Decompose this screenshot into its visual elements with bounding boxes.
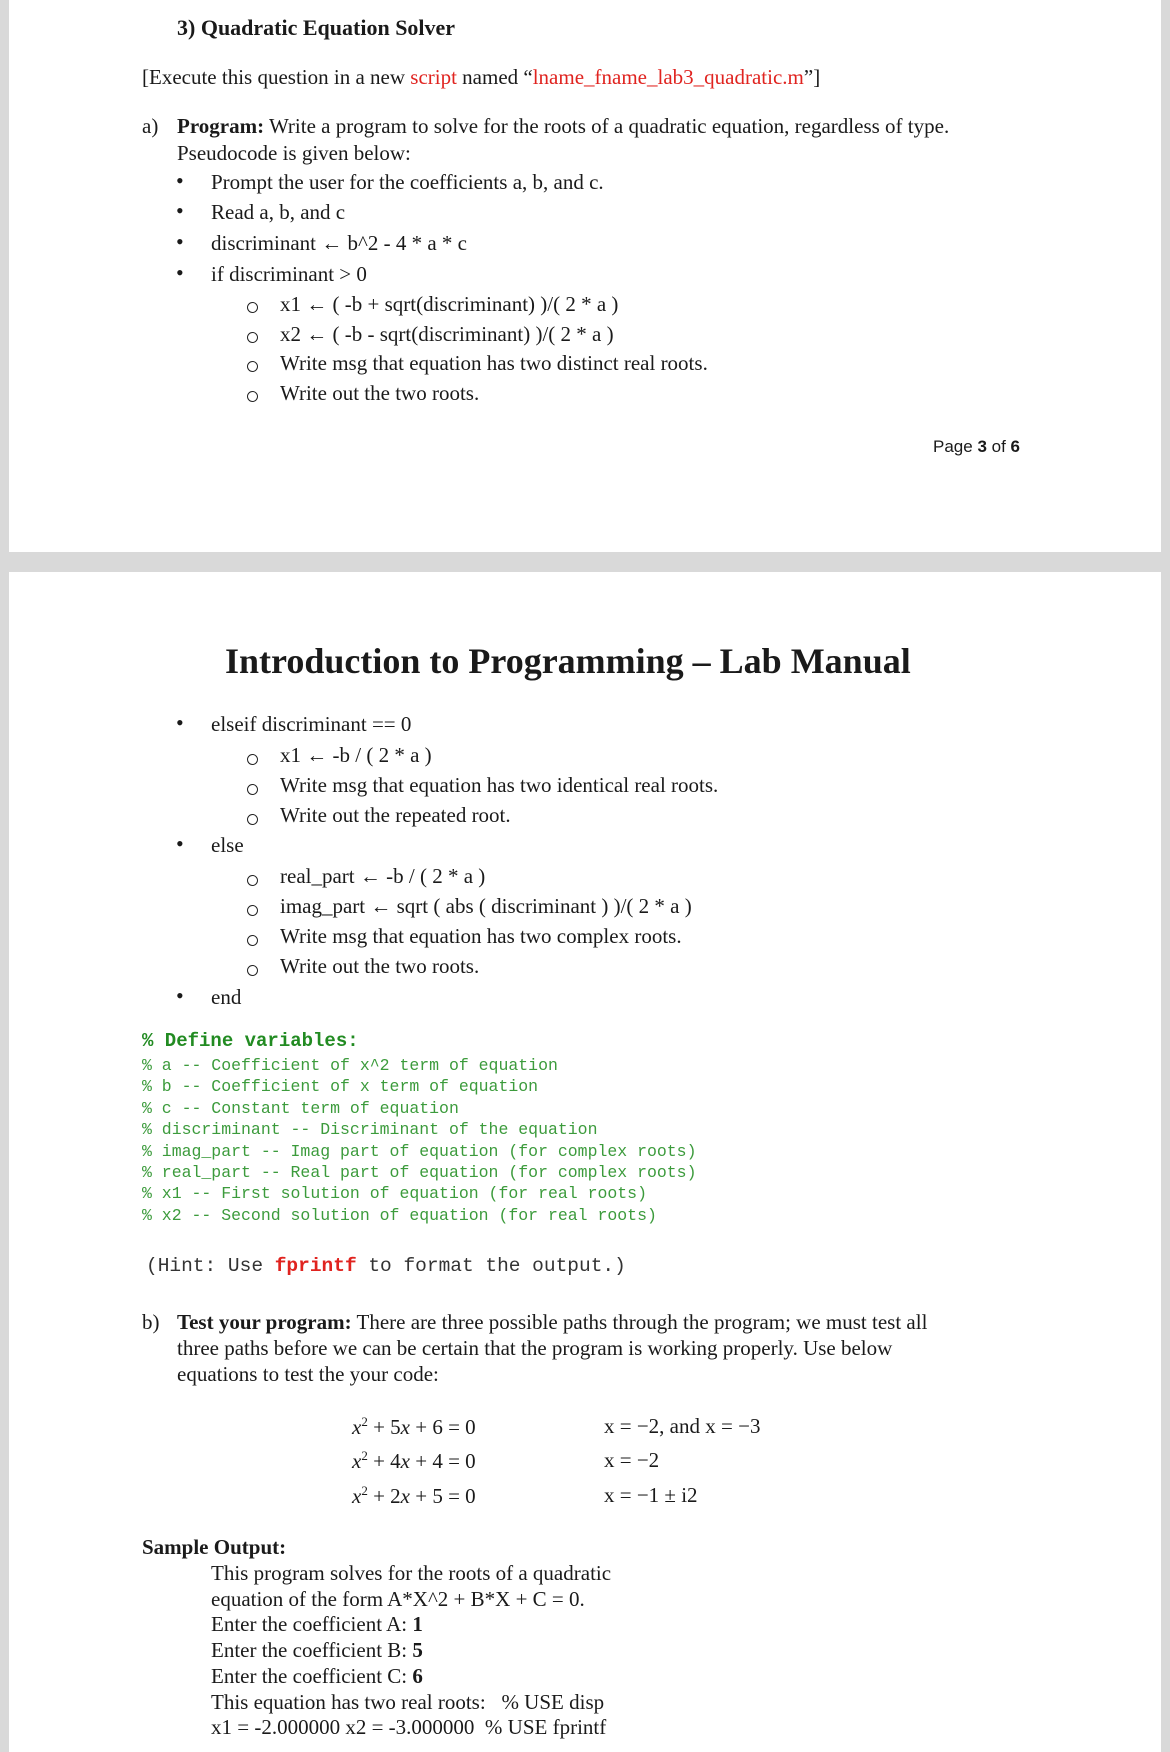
document-page-3 [9,0,1161,552]
sample-output-heading: Sample Output: [142,1535,287,1559]
pseudo-line: Read a, b, and c [211,200,346,224]
part-b-statement-cont: equations to test the your code: [177,1362,439,1386]
part-b-label: b) [142,1310,160,1334]
pseudo-line: else [211,833,244,857]
part-b-statement: Test your program: There are three possible paths through the program; we must test all [177,1310,928,1334]
page-number: Page 3 of 6 [933,437,1020,456]
pseudo-line: end [211,985,242,1009]
circle-bullet-icon [247,361,258,372]
circle-bullet-icon [247,875,258,886]
test-equation: $x^2 + 4x + 4 = 0$ [352,1448,476,1473]
script-filename: lname_fname_lab3_quadratic.m [532,65,804,89]
document-page-4 [9,572,1161,1752]
pseudo-subline: x1 ← -b / ( 2 * a ) [280,743,432,767]
sample-output-line: Enter the coefficient B: 5 [211,1638,423,1662]
test-equation: $x^2 + 2x + 5 = 0$ [352,1483,476,1508]
pseudo-subline: Write out the two roots. [280,381,480,405]
sample-output-line: Enter the coefficient C: 6 [211,1664,423,1688]
pseudo-subline: x2 ← ( -b - sqrt(discriminant) )/( 2 * a ) [280,322,614,346]
sample-output-line: This equation has two real roots: % USE disp [211,1690,605,1714]
circle-bullet-icon [247,302,258,313]
code-comment: % imag_part -- Imag part of equation (for complex roots) [142,1142,697,1161]
bullet-icon: • [176,229,184,254]
circle-bullet-icon [247,965,258,976]
test-solution: x = −1 ± i2 [604,1483,698,1507]
pseudo-subline: imag_part ← sqrt ( abs ( discriminant ) )/( 2 * a ) [280,894,692,918]
manual-header-title: Introduction to Programming – Lab Manual [225,641,911,681]
code-comment: % x1 -- First solution of equation (for real roots) [142,1184,647,1203]
part-a-statement-cont: Pseudocode is given below: [177,141,411,165]
code-comment: % discriminant -- Discriminant of the equation [142,1120,598,1139]
code-comment: % a -- Coefficient of x^2 term of equation [142,1056,558,1075]
part-a-label: a) [142,114,159,138]
pseudo-subline: Write msg that equation has two identical real roots. [280,773,719,797]
circle-bullet-icon [247,332,258,343]
bullet-icon: • [176,710,184,735]
sample-output-line: x1 = -2.000000 x2 = -3.000000 % USE fprintf [211,1715,607,1739]
circle-bullet-icon [247,814,258,825]
section-title: 3) Quadratic Equation Solver [177,15,456,40]
test-solution: x = −2 [604,1448,660,1472]
pseudo-subline: x1 ← ( -b + sqrt(discriminant) )/( 2 * a ) [280,292,619,316]
sample-output-line: This program solves for the roots of a quadratic [211,1561,612,1585]
circle-bullet-icon [247,935,258,946]
code-comment: % c -- Constant term of equation [142,1099,459,1118]
circle-bullet-icon [247,905,258,916]
bullet-icon: • [176,168,184,193]
pseudo-subline: Write out the two roots. [280,954,480,978]
script-keyword: script [410,65,457,89]
fprintf-keyword: fprintf [274,1255,357,1277]
define-variables-heading: % Define variables: [142,1030,359,1052]
bullet-icon: • [176,198,184,223]
pseudo-subline: Write msg that equation has two distinct real roots. [280,351,708,375]
circle-bullet-icon [247,784,258,795]
part-a-statement: Program: Write a program to solve for the roots of a quadratic equation, regardless of type. [177,114,950,138]
bullet-icon: • [176,831,184,856]
code-comment: % real_part -- Real part of equation (for complex roots) [142,1163,697,1182]
circle-bullet-icon [247,754,258,765]
pseudo-subline: real_part ← -b / ( 2 * a ) [280,864,486,888]
test-solution: x = −2, and x = −3 [604,1414,761,1438]
pseudo-line: discriminant ← b^2 - 4 * a * c [211,231,467,255]
bullet-icon: • [176,983,184,1008]
circle-bullet-icon [247,391,258,402]
sample-output-line: Enter the coefficient A: 1 [211,1612,423,1636]
pseudo-subline: Write msg that equation has two complex roots. [280,924,682,948]
code-comment: % x2 -- Second solution of equation (for real roots) [142,1206,657,1225]
pseudo-line: elseif discriminant == 0 [211,712,412,736]
pseudo-line: if discriminant > 0 [211,262,367,286]
bullet-icon: • [176,260,184,285]
code-comment: % b -- Coefficient of x term of equation [142,1077,539,1096]
pseudo-line: Prompt the user for the coefficients a, b, and c. [211,170,604,194]
pseudo-subline: Write out the repeated root. [280,803,511,827]
test-equation: $x^2 + 5x + 6 = 0$ [352,1414,476,1439]
hint-text: (Hint: Use fprintf to format the output.) [146,1255,626,1277]
part-b-statement-cont: three paths before we can be certain that the program is working properly. Use below [177,1336,893,1360]
sample-output-line: equation of the form A*X^2 + B*X + C = 0. [211,1587,585,1611]
execute-instruction: [Execute this question in a new script named “lname_fname_lab3_quadratic.m”] [142,65,821,89]
